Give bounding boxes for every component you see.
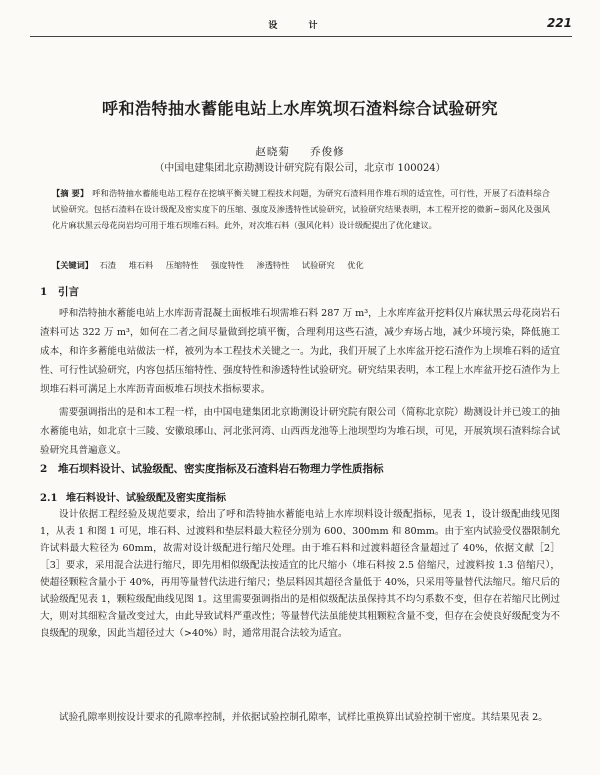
abstract-label: 【摘 要】 (52, 188, 89, 198)
keyword: 渗透特性 (256, 260, 290, 270)
section-number: 1 (40, 286, 48, 298)
author-name: 赵晓菊 (255, 146, 290, 158)
body-paragraph: 呼和浩特抽水蓄能电站上水库沥青混凝土面板堆石坝需堆石料 287 万 m³，上水库库盆开挖料仅片麻状黑云母花岗岩石渣料可达 322 万 m³，如何在二者之间尽量做到挖填平衡，合理利用这些石渣，减少弃场占地，减少环境污染，降低施工成本，和许多蓄能电站做法一样，被列为本工程技术关键之一。为此，我们开展了上水库盆开挖石渣作为上坝堆石料的适宜性、可行性试验研究，内容包括压缩特性、强度特性和渗透特性试验研究。研究结果表明，本工程上水库盆开挖石渣作为上坝堆石料可满足上水库沥青面板堆石坝技术指标要求。 (40, 308, 560, 395)
keyword: 强度特性 (211, 260, 244, 270)
section-heading-materials (40, 461, 560, 476)
section-title: 堆石坝料设计、试验级配、密实度指标及石渣料岩石物理力学性质指标 (58, 463, 384, 475)
section-heading-introduction (40, 284, 560, 299)
keyword: 试验研究 (301, 260, 335, 270)
keyword: 堆石料 (128, 260, 154, 270)
body-paragraph: 设计依据工程经验及规范要求，给出了呼和浩特抽水蓄能电站上水库坝料设计级配指标，见表 1，设计级配曲线见图 1，从表 1 和图 1 可见，堆石料、过渡料和垫层料最大粒径分别为 600、300mm 和 80mm。由于室内试验受仪器限制允许试料最大粒径为 60mm，故需对设计级配进行缩尺处理。由于堆石料和过渡料超径含量超过了 40%，依据文献［2］［3］要求，采用混合法进行缩尺，即先用相似级配法按适宜的比尺缩小（堆石料按 2.5 倍缩尺，过渡料按 1.3 倍缩尺），使超径颗粒含量小于 40%，再用等量替代法进行缩尺；垫层料因其超径含量低于 40%，只采用等量替代法缩尺。缩尺后的试验级配见表 1，颗粒级配曲线见图 1。这里需要强调指出的是相似级配法虽保持其不均匀系数不变，但存在若缩尺比例过大，则对其细粒含量改变过大，由此导致试料严重改性；等量替代法虽能使其粗颗粒含量不变，但存在会使良好级配变为不良级配的现象，因此当超径过大（>40%）时，通常用混合法较为适宜。 (40, 509, 560, 639)
section-title: 堆石料设计、试验级配及密实度指标 (66, 493, 226, 504)
author-list (0, 144, 600, 159)
section-number: 2.1 (40, 493, 58, 504)
header-rule (30, 36, 572, 37)
abstract (52, 185, 550, 233)
section-number: 2 (40, 463, 48, 475)
body-paragraph: 试验孔隙率则按设计要求的孔隙率控制，并依据试验控制孔隙率，试样比重换算出试验控制干密度。其结果见表 2。 (59, 712, 548, 723)
keyword: 优化 (347, 260, 364, 270)
subsection-heading-gradation (40, 489, 560, 504)
section-title: 引言 (58, 286, 79, 298)
running-header (0, 18, 600, 32)
keywords-label: 【关键词】 (52, 260, 93, 270)
paper-title: 呼和浩特抽水蓄能电站上水库筑坝石渣料综合试验研究 (101, 99, 498, 118)
page-number: 221 (546, 16, 572, 30)
author-affiliation: （中国电建集团北京勘测设计研究院有限公司，北京市 100024） (154, 163, 446, 174)
running-title: 设 计 (268, 21, 332, 31)
keyword: 压缩特性 (165, 260, 199, 270)
keywords (52, 257, 550, 273)
author-name: 乔俊修 (310, 146, 345, 158)
body-paragraph: 需要强调指出的是和本工程一样，由中国电建集团北京勘测设计研究院有限公司（简称北京院）勘测设计并已竣工的抽水蓄能电站，如北京十三陵、安徽琅琊山、河北张河湾、山西西龙池等上池坝型均为堆石坝，可见，开展筑坝石渣料综合试验研究具普遍意义。 (40, 407, 560, 456)
abstract-text: 呼和浩特抽水蓄能电站工程存在挖填平衡关键工程技术问题，为研究石渣料用作堆石坝的适宜性，可行性，开展了石渣料综合试验研究。包括石渣料在设计级配及密实度下的压缩、强度及渗透特性试验研究，试验研究结果表明，本工程开挖的微新~弱风化及强风化片麻状黑云母花岗岩均可用于堆石坝堆石料。此外，对次堆石料（强风化料）设计级配提出了优化建议。 (52, 188, 550, 230)
keyword: 石渣 (99, 260, 116, 270)
